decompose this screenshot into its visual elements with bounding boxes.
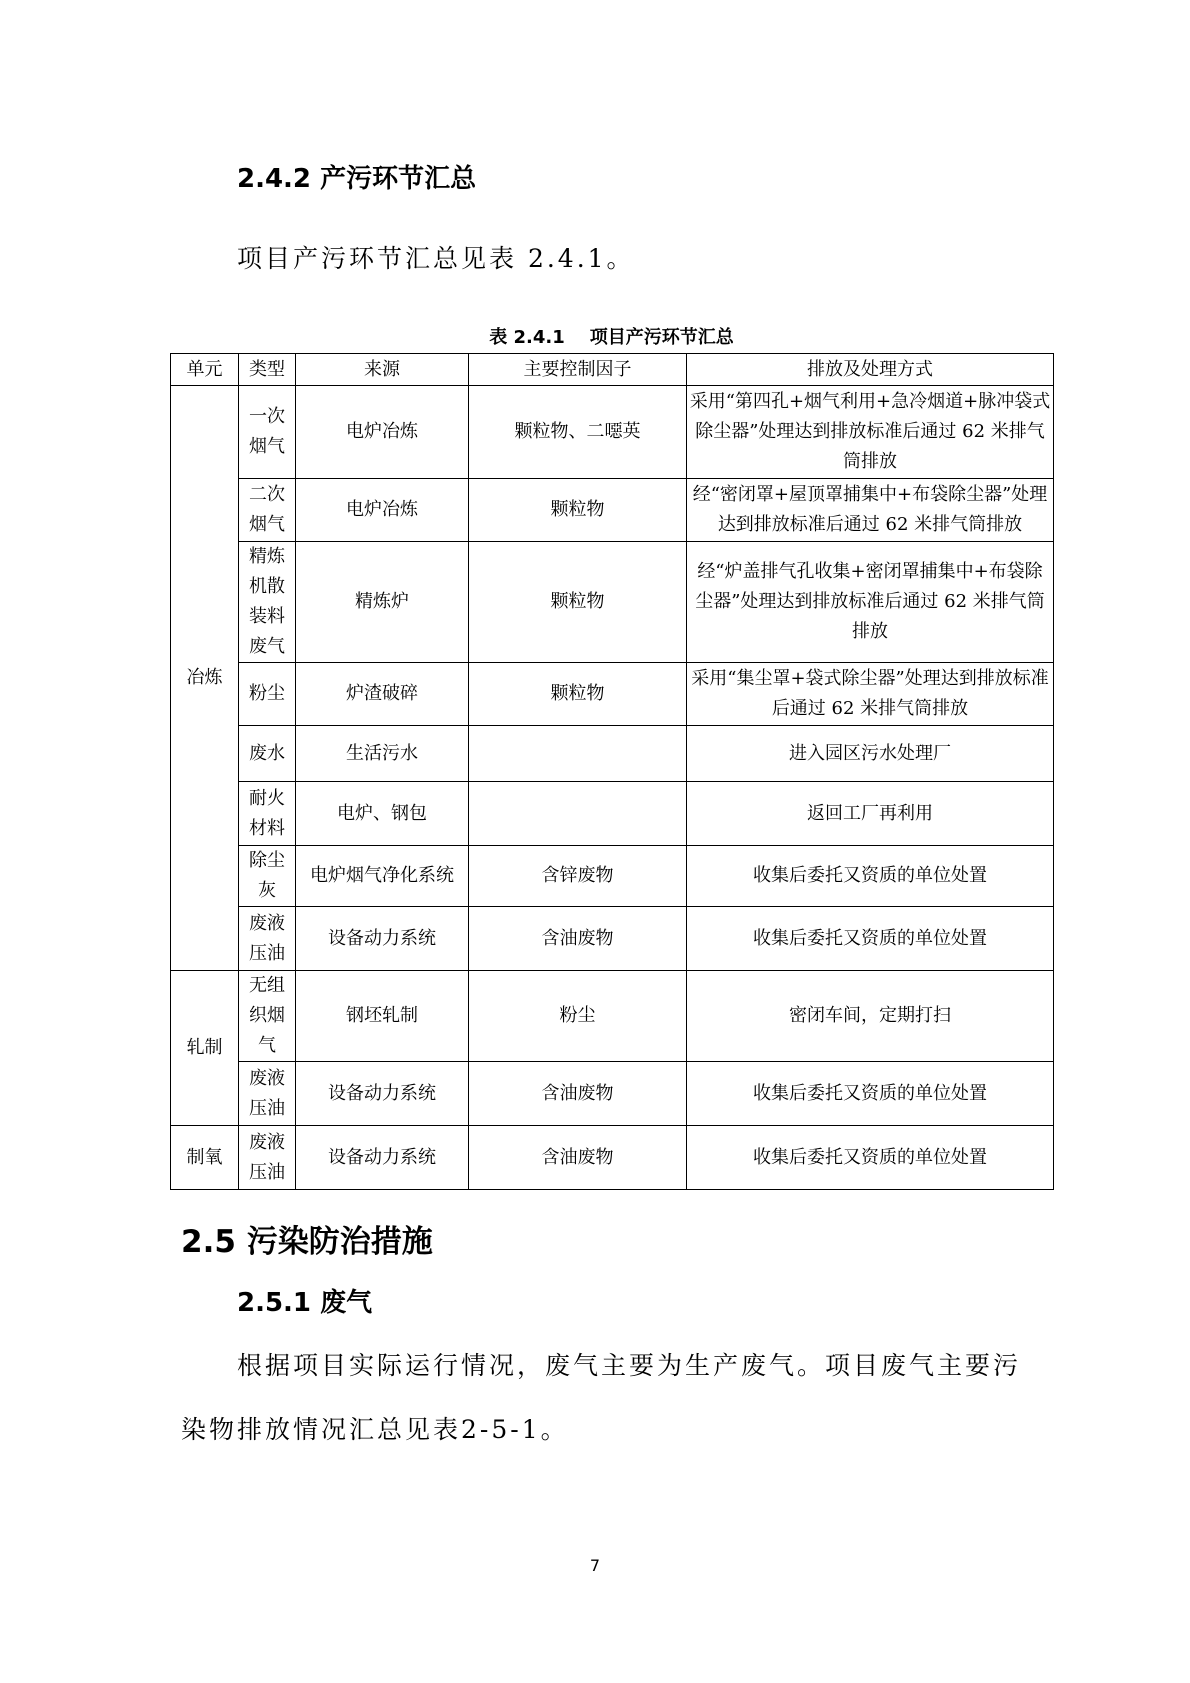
header-cell: 单元 — [171, 354, 239, 386]
factor-cell: 颗粒物 — [469, 663, 687, 726]
table-row — [171, 542, 1054, 663]
type-cell: 一次烟气 — [239, 386, 296, 479]
source-cell: 生活污水 — [296, 726, 469, 782]
header-cell: 类型 — [239, 354, 296, 386]
factor-cell: 含锌废物 — [469, 846, 687, 907]
factor-cell: 颗粒物、二噁英 — [469, 386, 687, 479]
pollution-summary-table — [170, 353, 1054, 1190]
source-cell: 电炉冶炼 — [296, 479, 469, 542]
type-cell: 耐火材料 — [239, 782, 296, 846]
treatment-cell: 采用“集尘罩+袋式除尘器”处理达到排放标准后通过 62 米排气筒排放 — [687, 663, 1054, 726]
source-cell: 电炉、钢包 — [296, 782, 469, 846]
intro-paragraph: 项目产污环节汇总见表 2.4.1。 — [237, 244, 635, 273]
treatment-cell: 进入园区污水处理厂 — [687, 726, 1054, 782]
table-row — [171, 1126, 1054, 1190]
table-row — [171, 1062, 1054, 1126]
source-cell: 电炉烟气净化系统 — [296, 846, 469, 907]
table-row — [171, 479, 1054, 542]
unit-cell: 制氧 — [171, 1126, 239, 1190]
treatment-cell: 收集后委托又资质的单位处置 — [687, 1062, 1054, 1126]
header-cell: 主要控制因子 — [469, 354, 687, 386]
unit-cell: 轧制 — [171, 971, 239, 1126]
source-cell: 设备动力系统 — [296, 1126, 469, 1190]
heading-2-5-1: 2.5.1 废气 — [237, 1288, 373, 1318]
table-row — [171, 782, 1054, 846]
heading-2-5: 2.5 污染防治措施 — [181, 1224, 433, 1260]
type-cell: 废液压油 — [239, 1062, 296, 1126]
treatment-cell: 采用“第四孔+烟气利用+急冷烟道+脉冲袋式除尘器”处理达到排放标准后通过 62 米排气筒排放 — [687, 386, 1054, 479]
type-cell: 废液压油 — [239, 907, 296, 971]
table-row — [171, 907, 1054, 971]
factor-cell: 含油废物 — [469, 1126, 687, 1190]
header-cell: 来源 — [296, 354, 469, 386]
source-cell: 设备动力系统 — [296, 1062, 469, 1126]
source-cell: 设备动力系统 — [296, 907, 469, 971]
treatment-cell: 经“密闭罩+屋顶罩捕集中+布袋除尘器”处理达到排放标准后通过 62 米排气筒排放 — [687, 479, 1054, 542]
table-row — [171, 386, 1054, 479]
heading-2-4-2: 2.4.2 产污环节汇总 — [237, 164, 477, 194]
type-cell: 精炼机散装料废气 — [239, 542, 296, 663]
type-cell: 无组织烟气 — [239, 971, 296, 1062]
type-cell: 除尘灰 — [239, 846, 296, 907]
table-row — [171, 663, 1054, 726]
type-cell: 粉尘 — [239, 663, 296, 726]
factor-cell — [469, 782, 687, 846]
source-cell: 钢坯轧制 — [296, 971, 469, 1062]
treatment-cell: 收集后委托又资质的单位处置 — [687, 1126, 1054, 1190]
table-row — [171, 971, 1054, 1062]
type-cell: 废液压油 — [239, 1126, 296, 1190]
treatment-cell: 密闭车间，定期打扫 — [687, 971, 1054, 1062]
treatment-cell: 返回工厂再利用 — [687, 782, 1054, 846]
factor-cell: 颗粒物 — [469, 479, 687, 542]
factor-cell: 颗粒物 — [469, 542, 687, 663]
body-paragraph: 根据项目实际运行情况，废气主要为生产废气。项目废气主要污染物排放情况汇总见表2-5-1。 — [181, 1351, 1022, 1444]
type-cell: 二次烟气 — [239, 479, 296, 542]
factor-cell: 含油废物 — [469, 1062, 687, 1126]
page-number: 7 — [589, 1556, 601, 1575]
treatment-cell: 经“炉盖排气孔收集+密闭罩捕集中+布袋除尘器”处理达到排放标准后通过 62 米排气筒排放 — [687, 542, 1054, 663]
factor-cell: 含油废物 — [469, 907, 687, 971]
table-row — [171, 846, 1054, 907]
table-header-row — [171, 354, 1054, 386]
unit-cell: 冶炼 — [171, 386, 239, 971]
table-caption: 表 2.4.1 项目产污环节汇总 — [489, 327, 734, 348]
table-row — [171, 726, 1054, 782]
source-cell: 精炼炉 — [296, 542, 469, 663]
factor-cell — [469, 726, 687, 782]
treatment-cell: 收集后委托又资质的单位处置 — [687, 846, 1054, 907]
type-cell: 废水 — [239, 726, 296, 782]
header-cell: 排放及处理方式 — [687, 354, 1054, 386]
factor-cell: 粉尘 — [469, 971, 687, 1062]
treatment-cell: 收集后委托又资质的单位处置 — [687, 907, 1054, 971]
source-cell: 炉渣破碎 — [296, 663, 469, 726]
source-cell: 电炉冶炼 — [296, 386, 469, 479]
